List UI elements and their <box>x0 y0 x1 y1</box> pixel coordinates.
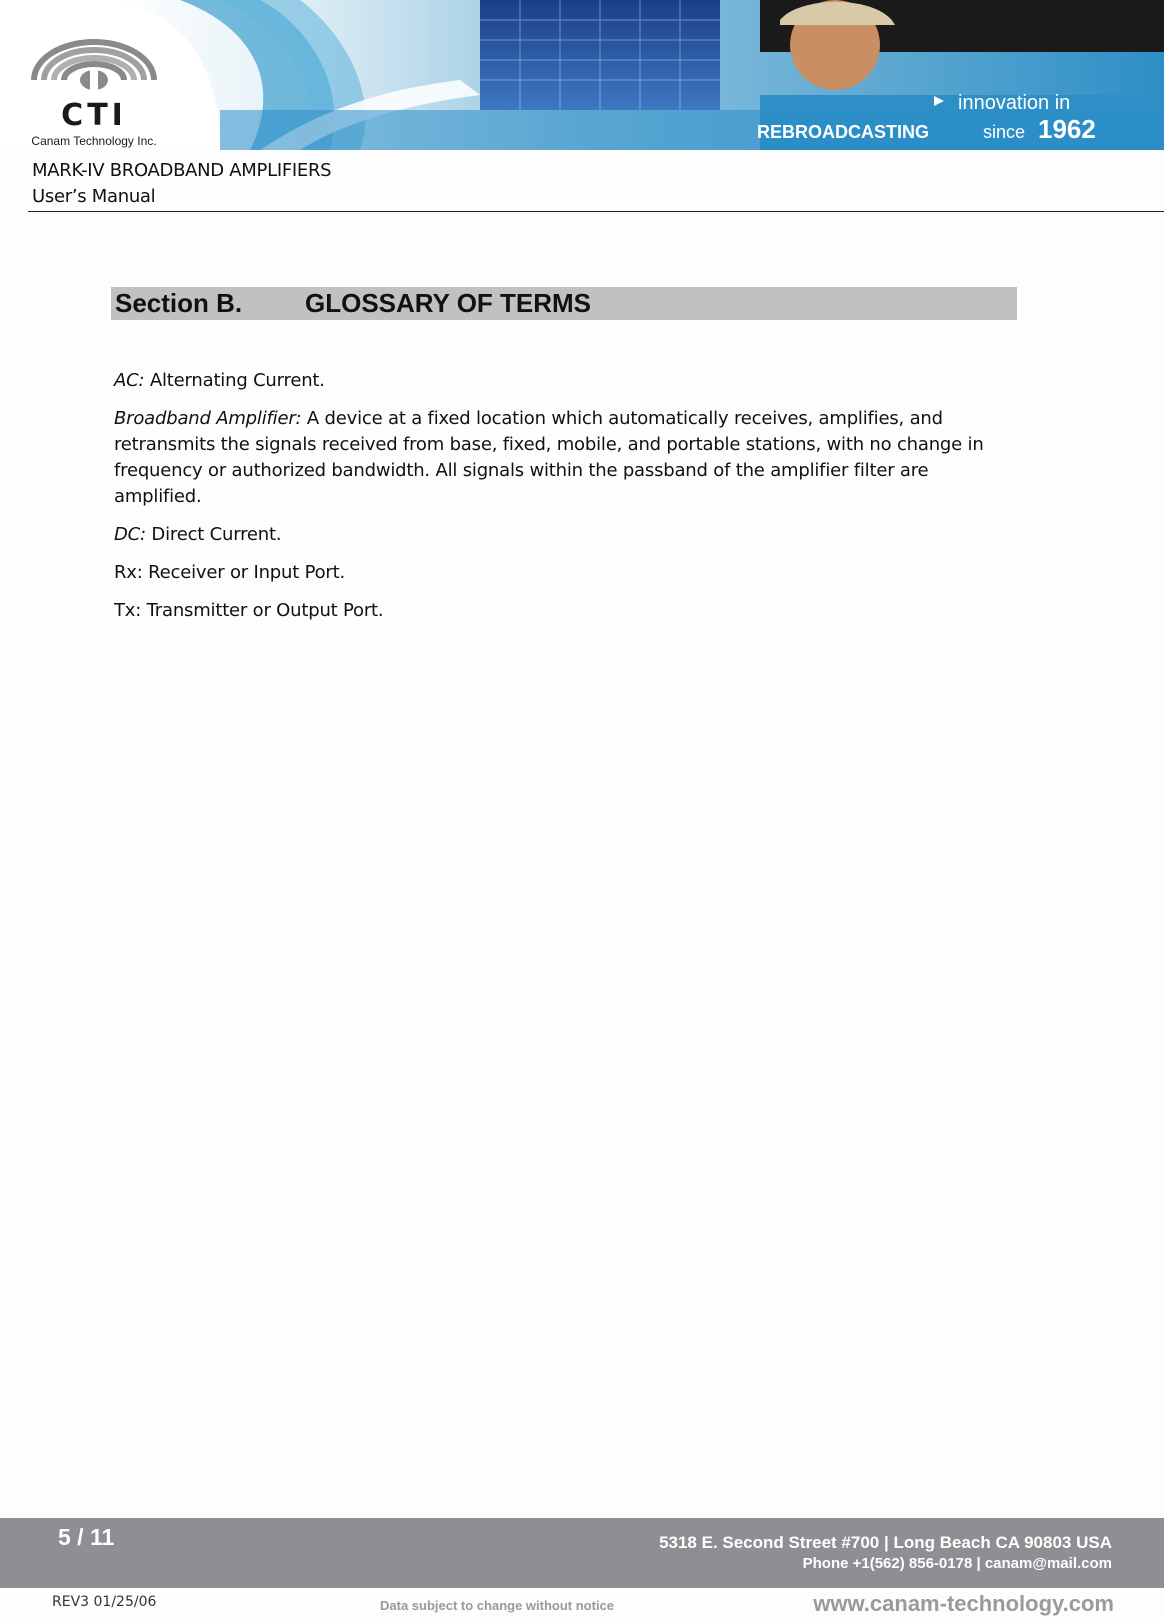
glossary-definition: Tx: Transmitter or Output Port. <box>114 600 384 621</box>
banner-since: since <box>983 122 1026 142</box>
section-title: GLOSSARY OF TERMS <box>305 288 592 318</box>
document-title: MARK-IV BROADBAND AMPLIFIERS <box>32 160 332 181</box>
glossary-definition: A device at a fixed location which automatically receives, amplifies, and retransmits the signals received from base, fixed, mobile, and portable stations, with no change in frequency or authorized bandwidth. All signals within the passband of the amplifier filter are amplified. <box>114 408 984 507</box>
glossary-definition: Rx: Receiver or Input Port. <box>114 562 346 583</box>
section-heading <box>111 287 1017 320</box>
glossary-term: AC: <box>114 370 145 391</box>
section-number: Section B. <box>115 288 243 318</box>
glossary-term: DC: <box>114 524 146 545</box>
banner-tagline: innovation in <box>958 92 1071 114</box>
footer-contact: Phone +1(562) 856-0178 | canam@mail.com <box>802 1555 1112 1572</box>
glossary-entry-broadband-amplifier <box>114 406 994 510</box>
header-divider <box>28 211 1164 212</box>
logo-text: CTI <box>61 98 127 133</box>
glossary-list <box>114 368 994 636</box>
document-subtitle: User’s Manual <box>32 186 156 207</box>
banner-year: 1962 <box>1038 114 1096 144</box>
footer-website: www.canam-technology.com <box>813 1591 1114 1616</box>
glossary-entry-rx <box>114 560 994 586</box>
glossary-entry-tx <box>114 598 994 624</box>
glossary-definition: Alternating Current. <box>144 370 325 391</box>
revision-label: REV3 01/25/06 <box>52 1594 157 1610</box>
cti-logo <box>24 28 164 150</box>
page-number: 5 / 11 <box>58 1524 115 1550</box>
glossary-definition: Direct Current. <box>145 524 282 545</box>
header-banner <box>0 0 1164 150</box>
footer-address: 5318 E. Second Street #700 | Long Beach CA 90803 USA <box>659 1533 1112 1552</box>
banner-rebroadcasting: REBROADCASTING <box>757 122 930 142</box>
footer-bar <box>0 1518 1164 1588</box>
footer-notice: Data subject to change without notice <box>380 1598 615 1613</box>
glossary-entry-ac <box>114 368 994 394</box>
glossary-entry-dc <box>114 522 994 548</box>
logo-company: Canam Technology Inc. <box>31 134 157 148</box>
glossary-term: Broadband Amplifier: <box>114 408 302 429</box>
